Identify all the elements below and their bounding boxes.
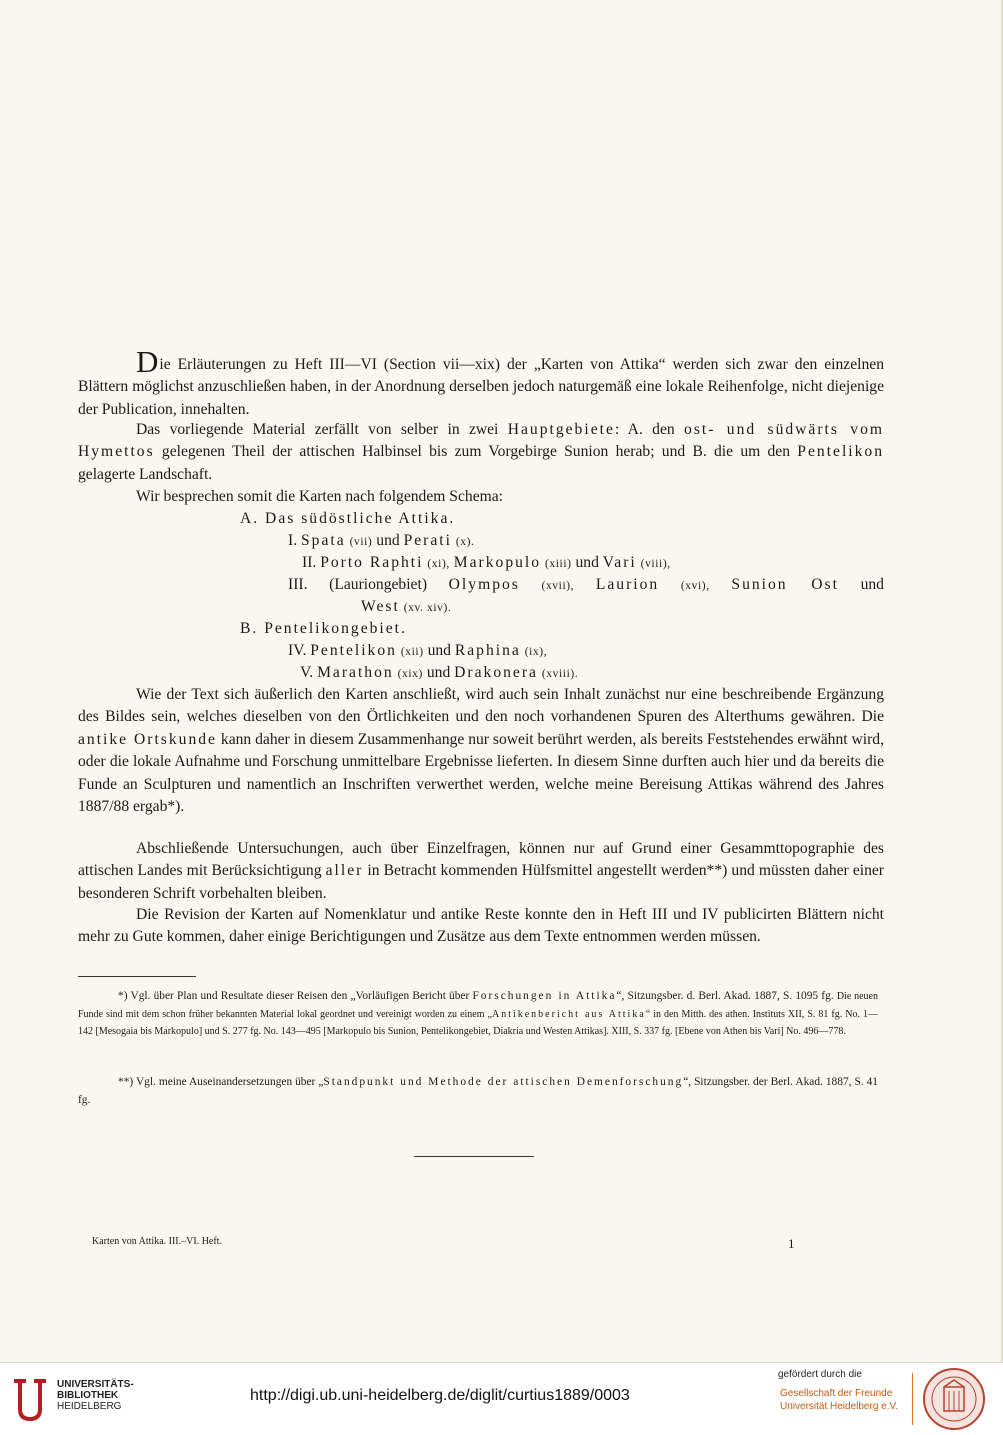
schema-iii-section: (xvii), (541, 580, 575, 592)
schema-a-title-text: A. Das südöstliche Attika. (240, 510, 456, 527)
schema-iii-olympos: Olympos (448, 576, 520, 593)
schema-b-title-text: B. Pentelikongebiet. (240, 620, 407, 637)
schema-ii-und: und (571, 554, 603, 571)
p2-text-c: gelegenen Theil der attischen Halbinsel bis zum Vorgebirge Sunion herab; und B. die um den (154, 443, 798, 461)
permalink-url[interactable]: http://digi.ub.uni-heidelberg.de/diglit/curtius1889/0003 (250, 1387, 630, 1404)
schema-item-iii (288, 574, 884, 597)
fn1-text-b: “, Sitzungsber. d. Berl. Akad. 1887, S. 1095 fg. (616, 990, 837, 1002)
schema-i-section-2: (x). (455, 536, 475, 548)
schema-v-section-2: (xviii). (541, 668, 579, 680)
body-paragraph-2 (78, 838, 884, 905)
p5-text-b: in Betracht kommenden Hülfsmittel angestellt werden**) und müssten daher einer besonderen Schrift vorbehalten bleiben. (78, 862, 884, 902)
p5-aller: aller (325, 862, 364, 880)
schema-i-section: (vii) (349, 536, 373, 548)
schema-v-section: (xix) (397, 668, 423, 680)
schema-iv-section-2: (ix), (524, 646, 548, 658)
ub-line-3: HEIDELBERG (57, 1401, 122, 1412)
viewer-footer-bar (0, 1362, 1003, 1435)
schema-iii-sunion: Sunion Ost (731, 576, 839, 593)
end-rule (414, 1156, 534, 1157)
university-library-name (57, 1379, 134, 1412)
schema-iii-und: und (838, 576, 884, 593)
schema-iii-section-2: (xvi), (680, 580, 710, 592)
intro-paragraph-2 (78, 419, 884, 486)
schema-a-title (240, 508, 455, 530)
p2-text-a: Das vorliegende Material zerfällt von selber in zwei (136, 421, 508, 438)
footnote-2 (78, 1074, 878, 1109)
schema-iii-section-3: (xv. xiv). (403, 602, 452, 614)
schema-iv-pentelikon: Pentelikon (310, 642, 397, 659)
schema-i-spata: Spata (301, 532, 346, 549)
schema-ii-markopulo: Markopulo (453, 554, 542, 571)
sponsor-name-line-1: Gesellschaft der Freunde (780, 1388, 893, 1399)
schema-iv-num: IV. (288, 642, 311, 659)
schema-v-und: und (422, 664, 455, 681)
schema-ii-porto: Porto Raphti (320, 554, 424, 571)
schema-item-v (300, 662, 578, 685)
schema-iv-und: und (423, 642, 455, 659)
society-seal-icon (922, 1367, 986, 1431)
p2-hauptgebiete: Hauptgebiete (507, 421, 615, 438)
schema-b-title (240, 618, 407, 640)
fn1-text-c: Die neuen Funde sind mit dem schon früher bekannten Material lokal geordnet und vereinigt worden zu einem „ (78, 991, 878, 1020)
schema-iii-num: III. (288, 576, 330, 593)
p2-text-b: : A. den (614, 421, 685, 438)
schema-ii-num: II. (302, 554, 321, 571)
schema-iv-section: (xii) (400, 646, 424, 658)
intro-paragraph-1-text: ie Erläuterungen zu Heft III—VI (Section vii—xix) der „Karten von Attika“ werden sich zwar den einzelnen Blättern möglichst anzuschließen haben, in der Anordnung derselben jedoch naturgemäß eine lokale Reihenfolge, nicht diejenige der Publication, innehalten. (78, 356, 884, 418)
schema-v-drakonera: Drakonera (454, 664, 538, 681)
schema-iv-raphina: Raphina (454, 642, 521, 659)
fn2-text-b: “, Sitzungsber. der Berl. Akad. 1887, S. 41 fg. (78, 1076, 879, 1106)
ub-line-1: UNIVERSITÄTS- (57, 1379, 134, 1390)
p2-ost-sued: ost- und südwärts vom Hymettos (78, 421, 885, 461)
schema-iii-laurion: Laurion (595, 576, 660, 593)
sponsor-label: gefördert durch die (778, 1369, 862, 1380)
intro-paragraph-3: Wir besprechen somit die Karten nach folgendem Schema: (136, 488, 503, 505)
sponsor-divider (912, 1373, 913, 1425)
fn2-standpunkt: Standpunkt und Methode der attischen Demenforschung (323, 1076, 684, 1088)
schema-ii-vari: Vari (602, 554, 637, 571)
schema-item-ii (302, 552, 671, 575)
body-paragraph-3: Die Revision der Karten auf Nomenklatur und antike Reste konnte den in Heft III und IV publicirten Blättern nicht mehr zu Gute kommen, daher einige Berichtigungen und Zusätze aus dem Texte entnommen werden müssen. (78, 906, 884, 946)
p4-ortskunde: antike Ortskunde (78, 730, 217, 748)
body-paragraph-1 (78, 684, 884, 818)
schema-ii-section: (xi), (427, 558, 450, 570)
fn1-antikenbericht: Antikenbericht aus Attika (491, 1008, 646, 1020)
footnote-1 (78, 988, 878, 1041)
p5-text-a: Abschließende Untersuchungen, auch über Einzelfragen, können nur auf Grund einer Gesammttopographie des attischen Landes mit Berücksichtigung (78, 840, 884, 880)
schema-i-und: und (372, 532, 404, 549)
schema-item-i (288, 530, 475, 553)
drop-cap: D (136, 344, 159, 379)
sponsor-name-line-2: Universität Heidelberg e.V. (780, 1401, 899, 1412)
schema-iii-west: West (361, 598, 400, 615)
intro-paragraph-1 (78, 344, 884, 421)
p4-text-a: Wie der Text sich äußerlich den Karten anschließt, wird auch sein Inhalt zunächst nur eine beschreibende Ergänzung des Bildes sein, welches dieselben von den Örtlichkeiten und den noch vorhandenen Spuren des Alterthums gewähren. Die (78, 686, 884, 726)
page-number: 1 (788, 1236, 795, 1251)
fn1-text-a: *) Vgl. über Plan und Resultate dieser Reisen den „Vorläufigen Bericht über (118, 990, 473, 1002)
schema-v-marathon: Marathon (317, 664, 394, 681)
schema-ii-section-3: (viii), (640, 558, 671, 570)
university-library-logo-icon (10, 1373, 50, 1425)
schema-i-num: I. (288, 532, 301, 549)
p4-text-b: kann daher in diesem Zusammenhange nur soweit berührt werden, als bereits Feststehendes erwähnt wird, oder die lokale Aufnahme und Forschung unmittelbare Ergebnisse lieferten. In diesem Sinne durften auch hier und da bereits die Funde an Sculpturen und namentlich an Inschriften verwerthet werden, welche meine Bereisung Attikas während des Jahres 1887/88 ergab*). (78, 730, 884, 816)
running-footer: Karten von Attika. III.–VI. Heft. (92, 1236, 222, 1247)
ub-line-2: BIBLIOTHEK (57, 1390, 119, 1401)
footnote-separator (78, 976, 196, 977)
fn1-text-d: “ in den Mitth. des athen. Instituts XII, S. 81 fg. No. 1—142 [Mesogaia bis Markopulo] und S. 277 fg. No. 143—495 [Markopulo bis Sunion, Pentelikongebiet, Diakria und Westen Attikas]. XIII, S. 337 fg. [Ebene von Athen bis Vari] No. 496—778. (78, 1008, 878, 1037)
fn2-text-a: **) Vgl. meine Auseinandersetzungen über „ (118, 1076, 324, 1088)
schema-item-iii-cont (361, 596, 451, 619)
schema-ii-section-2: (xiii) (544, 558, 572, 570)
schema-iii-lauriongebiet: (Lauriongebiet) (329, 576, 449, 593)
fn1-forschungen: Forschungen in Attika (472, 990, 617, 1002)
schema-v-num: V. (300, 664, 318, 681)
schema-i-perati: Perati (403, 532, 452, 549)
p2-pentelikon: Pentelikon (797, 443, 884, 461)
schema-item-iv (288, 640, 547, 663)
p2-text-d: gelagerte Landschaft. (78, 465, 213, 483)
